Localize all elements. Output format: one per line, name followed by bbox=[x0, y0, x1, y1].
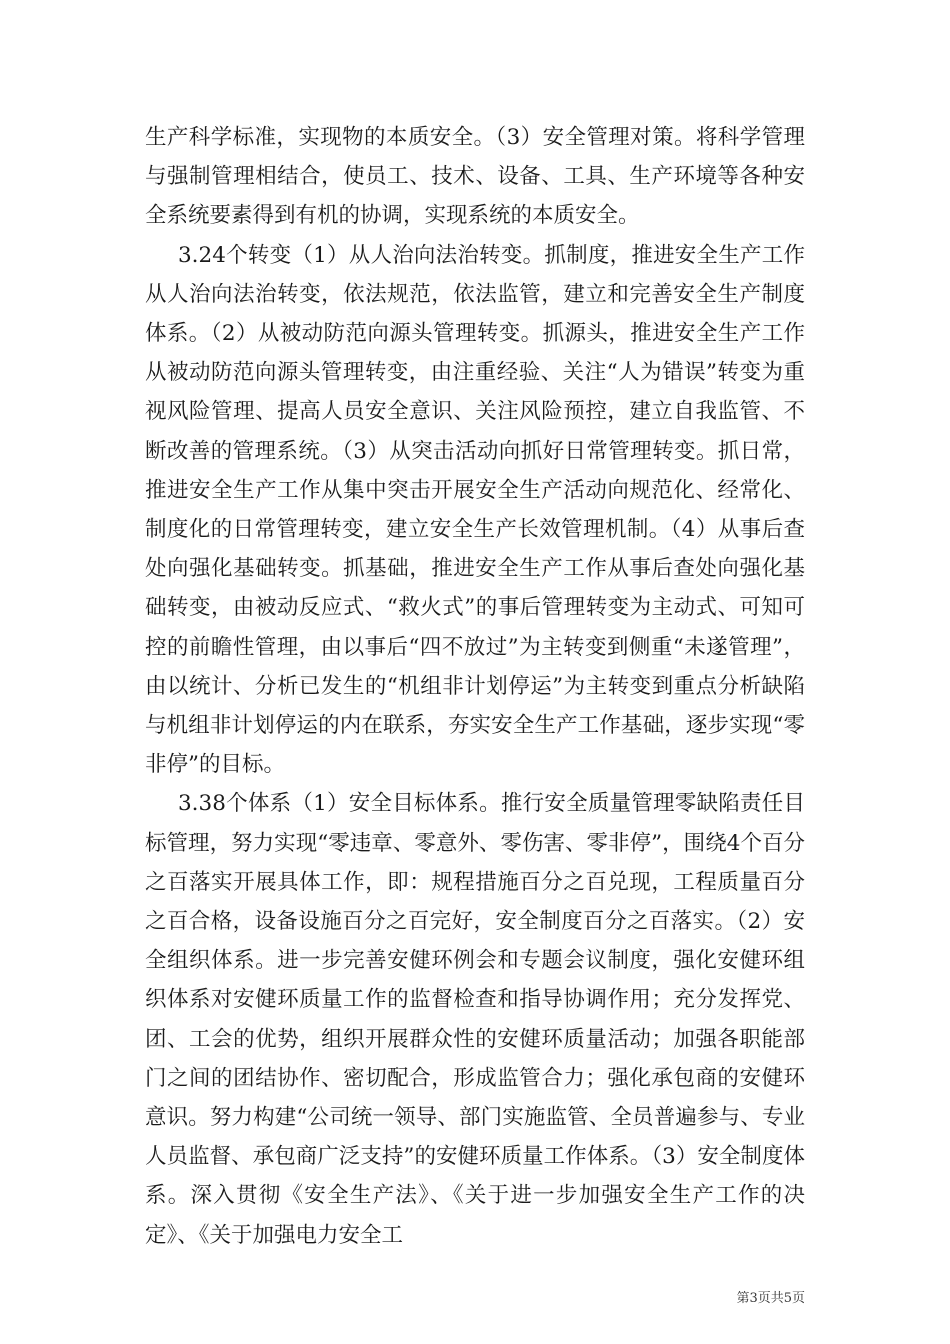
paragraph-1: 生产科学标准，实现物的本质安全。（3）安全管理对策。将科学管理与强制管理相结合，使员工、技术、设备、工具、生产环境等各种安全系统要素得到有机的协调，实现系统的本质安全。 bbox=[145, 125, 805, 229]
paragraph-2: 3.24个转变（1）从人治向法治转变。抓制度，推进安全生产工作从人治向法治转变，依法规范，依法监管，建立和完善安全生产制度体系。（2）从被动防范向源头管理转变。抓源头，推进安全生产工作从被动防范向源头管理转变，由注重经验、关注“人为错误”转变为重视风险管理、提高人员安全意识、关注风险预控，建立自我监管、不断改善的管理系统。（3）从突击活动向抓好日常管理转变。抓日常，推进安全生产工作从集中突击开展安全生产活动向规范化、经常化、制度化的日常管理转变，建立安全生产长效管理机制。（4）从事后查处向强化基础转变。抓基础，推进安全生产工作从事后查处向强化基础转变，由被动反应式、“救火式”的事后管理转变为主动式、可知可控的前瞻性管理，由以事后“四不放过”为主转变到侧重“未遂管理”，由以统计、分析已发生的“机组非计划停运”为主转变到重点分析缺陷与机组非计划停运的内在联系，夯实安全生产工作基础，逐步实现“零非停”的目标。 bbox=[145, 242, 805, 778]
body-text bbox=[145, 118, 805, 1255]
paragraph-3: 3.38个体系（1）安全目标体系。推行安全质量管理零缺陷责任目标管理，努力实现“零违章、零意外、零伤害、零非停”，围绕4个百分之百落实开展具体工作，即：规程措施百分之百兑现，工程质量百分之百合格，设备设施百分之百完好，安全制度百分之百落实。（2）安全组织体系。进一步完善安健环例会和专题会议制度，强化安健环组织体系对安健环质量工作的监督检查和指导协调作用；充分发挥党、团、工会的优势，组织开展群众性的安健环质量活动；加强各职能部门之间的团结协作、密切配合，形成监管合力；强化承包商的安健环意识。努力构建“公司统一领导、部门实施监管、全员普遍参与、专业人员监督、承包商广泛支持”的安健环质量工作体系。（3）安全制度体系。深入贯彻《安全生产法》、《关于进一步加强安全生产工作的决定》、《关于加强电力安全工 bbox=[145, 791, 805, 1248]
page-number-footer: 第3页共5页 bbox=[736, 1291, 805, 1306]
